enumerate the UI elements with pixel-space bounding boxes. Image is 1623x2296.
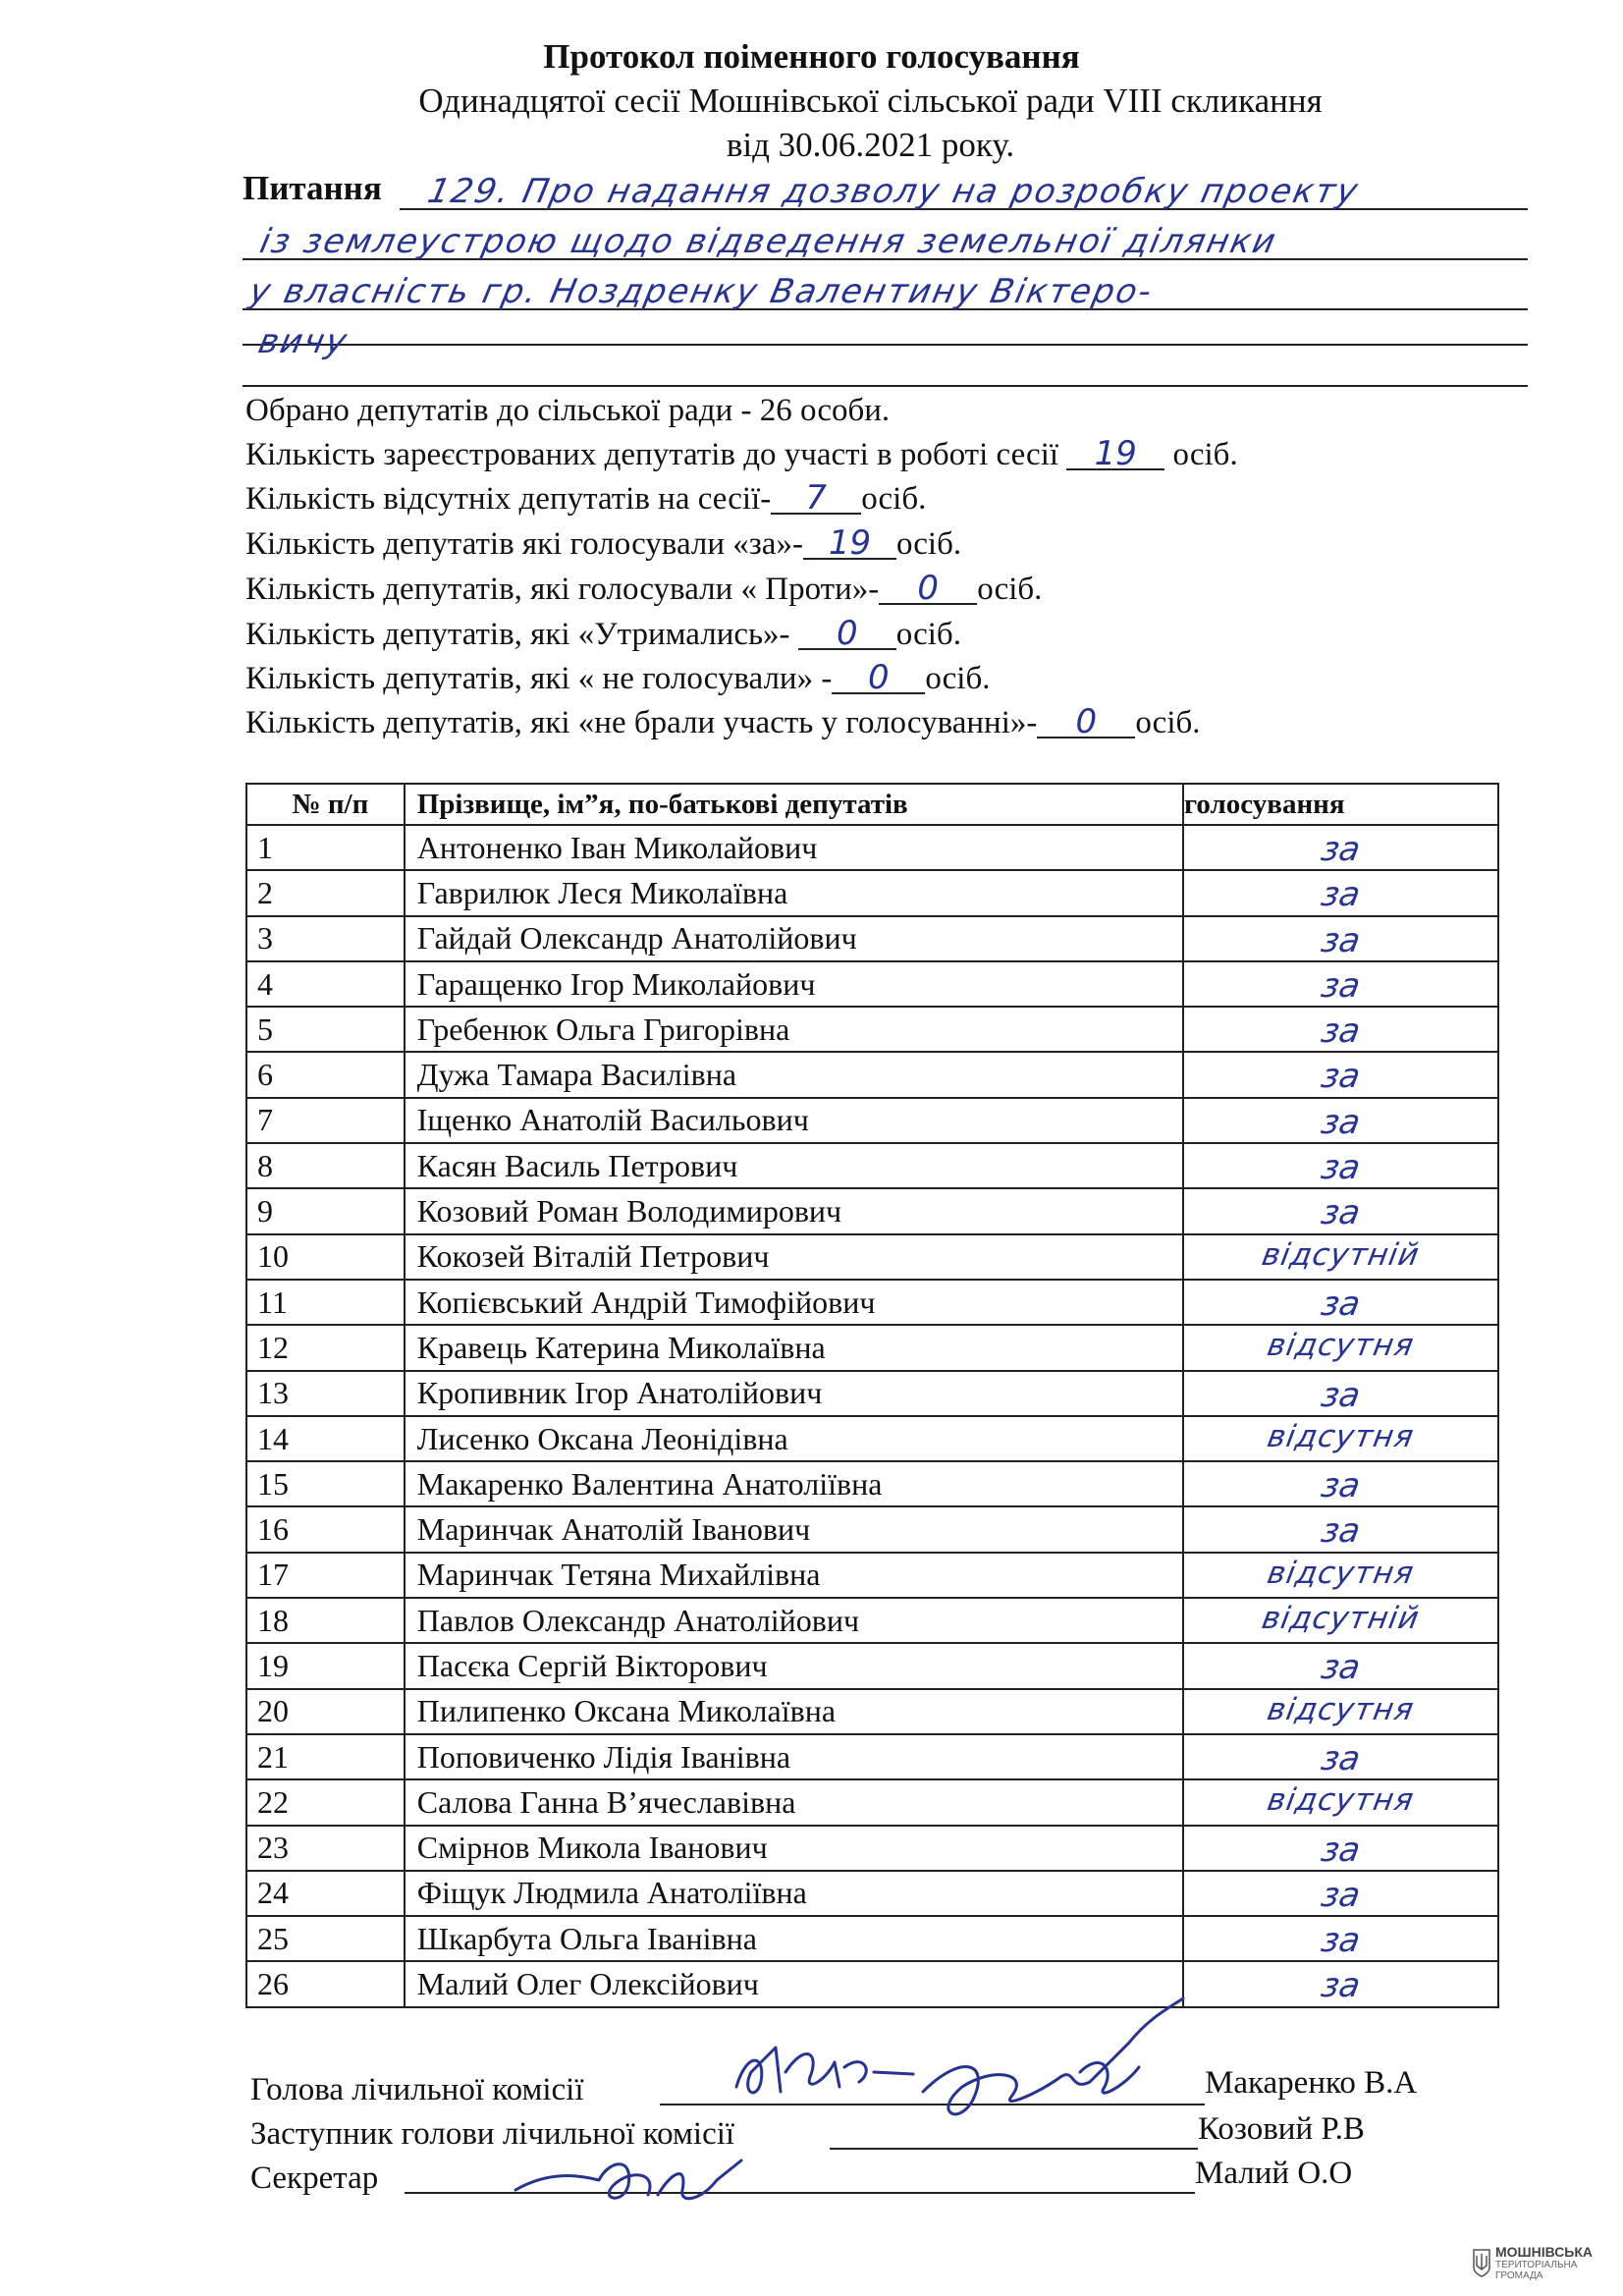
vote-value: за — [1318, 1921, 1364, 1961]
row-number: 19 — [246, 1643, 405, 1688]
deputy-role: Заступник голови лічильної комісії — [250, 2116, 735, 2152]
chair-name: Макаренко В.А — [1205, 2065, 1418, 2101]
row-number: 24 — [246, 1871, 405, 1916]
deputy-name: Смірнов Микола Іванович — [405, 1826, 1183, 1871]
table-row — [246, 1643, 1498, 1688]
vote-cell — [1183, 870, 1498, 915]
header-name: Прізвище, ім”я, по-батькові депутатів — [405, 784, 1183, 825]
vote-cell — [1183, 1052, 1498, 1097]
stat-abstained-unit: осіб. — [895, 617, 961, 652]
stat-voted-against-label: Кількість депутатів, які голосували « Проти»- — [245, 572, 880, 607]
chair-signature — [727, 2033, 923, 2111]
row-number: 26 — [246, 1961, 405, 2006]
stat-not-voted-value: 0 — [832, 663, 925, 694]
row-number: 18 — [246, 1598, 405, 1643]
deputy-name: Малий Олег Олексійович — [405, 1961, 1183, 2006]
table-row — [246, 1598, 1498, 1643]
secretary-role: Секретар — [250, 2160, 379, 2196]
stat-registered-value: 19 — [1066, 439, 1164, 470]
vote-cell — [1183, 1553, 1498, 1598]
deputy-name: Маринчак Анатолій Іванович — [405, 1506, 1183, 1552]
vote-cell — [1183, 1416, 1498, 1461]
deputy-name: Пасєка Сергій Вікторович — [405, 1643, 1183, 1688]
deputy-name: Копієвський Андрій Тимофійович — [405, 1280, 1183, 1325]
document-date: від 30.06.2021 року. — [726, 126, 1015, 164]
table-row — [246, 1007, 1498, 1052]
stat-not-voted-unit: осіб. — [925, 661, 991, 696]
stat-voted-for-value: 19 — [803, 528, 896, 560]
table-row — [246, 1188, 1498, 1233]
stat-abstained-label: Кількість депутатів, які «Утримались»- — [245, 617, 798, 652]
row-number: 23 — [246, 1826, 405, 1871]
vote-value: за — [1318, 1511, 1364, 1552]
deputy-name: Кропивник Ігор Анатолійович — [405, 1371, 1183, 1416]
row-number: 7 — [246, 1098, 405, 1143]
row-number: 11 — [246, 1280, 405, 1325]
deputy-name: Гайдай Олександр Анатолійович — [405, 916, 1183, 961]
vote-cell — [1183, 1143, 1498, 1188]
vote-cell — [1183, 1280, 1498, 1325]
vote-value: відсутній — [1259, 1601, 1423, 1637]
secretary-signature — [511, 2141, 746, 2219]
vote-cell — [1183, 1461, 1498, 1506]
vote-value: за — [1318, 1284, 1364, 1324]
row-number: 3 — [246, 916, 405, 961]
stat-registered — [245, 434, 1238, 473]
deputy-name: Салова Ганна В’ячеславівна — [405, 1779, 1183, 1825]
table-row — [246, 1553, 1498, 1598]
row-number: 5 — [246, 1007, 405, 1052]
vote-cell — [1183, 916, 1498, 961]
vote-cell — [1183, 1234, 1498, 1280]
secretary-name: Малий О.О — [1195, 2156, 1353, 2191]
vote-value: за — [1318, 920, 1364, 960]
logo-line-2: ТЕРИТОРІАЛЬНА — [1495, 2260, 1578, 2270]
vote-value: за — [1318, 1966, 1364, 2006]
vote-value: за — [1318, 1011, 1364, 1052]
stat-not-voted — [245, 658, 991, 697]
deputy-name: Лисенко Оксана Леонідівна — [405, 1416, 1183, 1461]
stat-not-participated-value: 0 — [1037, 707, 1135, 738]
table-row — [246, 1234, 1498, 1280]
deputy-signature-line — [830, 2148, 1198, 2150]
table-row — [246, 1506, 1498, 1552]
deputy-name: Гаращенко Ігор Миколайович — [405, 961, 1183, 1007]
vote-value: за — [1318, 1193, 1364, 1233]
voting-table-body — [246, 825, 1498, 2007]
row-number: 21 — [246, 1734, 405, 1779]
vote-cell — [1183, 1826, 1498, 1871]
vote-value: відсутня — [1264, 1691, 1418, 1727]
community-logo — [1472, 2244, 1609, 2288]
vote-cell — [1183, 1961, 1498, 2006]
deputy-name: Гаврилюк Леся Миколаївна — [405, 870, 1183, 915]
row-number: 1 — [246, 825, 405, 870]
stat-not-participated — [245, 702, 1201, 741]
row-number: 6 — [246, 1052, 405, 1097]
deputy-name: Гребенюк Ольга Григорівна — [405, 1007, 1183, 1052]
logo-title: МОШНІВСЬКА — [1495, 2244, 1594, 2260]
stat-abstained-value: 0 — [798, 619, 896, 650]
question-line-4: вичу — [254, 322, 352, 361]
table-row — [246, 1098, 1498, 1143]
deputy-name: Павлов Олександр Анатолійович — [405, 1598, 1183, 1643]
stat-voted-for — [245, 523, 962, 563]
deputy-name: Пилипенко Оксана Миколаївна — [405, 1689, 1183, 1734]
row-number: 9 — [246, 1188, 405, 1233]
question-line-2: із землеустрою щодо відведення земельної ділянки — [256, 222, 1281, 261]
vote-value: за — [1318, 965, 1364, 1006]
table-row — [246, 1325, 1498, 1370]
vote-value: за — [1318, 1466, 1364, 1506]
vote-value: за — [1318, 875, 1364, 915]
stat-elected: Обрано депутатів до сільської ради - 26 особи. — [245, 393, 891, 428]
table-row — [246, 1371, 1498, 1416]
vote-cell — [1183, 1188, 1498, 1233]
stat-voted-against-value: 0 — [879, 574, 977, 605]
row-number: 22 — [246, 1779, 405, 1825]
table-row — [246, 1280, 1498, 1325]
deputy-name: Кравець Катерина Миколаївна — [405, 1325, 1183, 1370]
header-vote: голосування — [1183, 784, 1498, 825]
table-row — [246, 1689, 1498, 1734]
deputy-name: Фіщук Людмила Анатоліївна — [405, 1871, 1183, 1916]
row-number: 12 — [246, 1325, 405, 1370]
row-number: 16 — [246, 1506, 405, 1552]
logo-subtitle — [1495, 2260, 1577, 2281]
table-row — [246, 1052, 1498, 1097]
document-subtitle: Одинадцятої сесії Мошнівської сільської ради VIII скликання — [418, 82, 1323, 120]
vote-cell — [1183, 1371, 1498, 1416]
vote-cell — [1183, 1734, 1498, 1779]
chair-role: Голова лічильної комісії — [250, 2072, 584, 2107]
vote-value: за — [1318, 1738, 1364, 1778]
table-row — [246, 1779, 1498, 1825]
vote-value: за — [1318, 1375, 1364, 1415]
deputy-name: Козовий Р.В — [1198, 2111, 1365, 2147]
vote-cell — [1183, 1779, 1498, 1825]
table-header-row — [246, 784, 1498, 825]
vote-value: за — [1318, 1830, 1364, 1870]
vote-value: відсутній — [1259, 1236, 1423, 1273]
row-number: 8 — [246, 1143, 405, 1188]
row-number: 13 — [246, 1371, 405, 1416]
row-number: 4 — [246, 961, 405, 1007]
stat-voted-against-unit: осіб. — [977, 572, 1043, 607]
vote-cell — [1183, 961, 1498, 1007]
deputy-name: Шкарбута Ольга Іванівна — [405, 1916, 1183, 1961]
question-line-3: у власність гр. Ноздренку Валентину Віктеро- — [245, 272, 1158, 311]
vote-cell — [1183, 1007, 1498, 1052]
logo-line-3: ГРОМАДА — [1495, 2270, 1543, 2281]
table-row — [246, 1961, 1498, 2006]
table-row — [246, 825, 1498, 870]
vote-cell — [1183, 1871, 1498, 1916]
deputy-name: Маринчак Тетяна Михайлівна — [405, 1553, 1183, 1598]
stat-absent-label: Кількість відсутніх депутатів на сесії- — [245, 481, 772, 517]
row-number: 17 — [246, 1553, 405, 1598]
stat-registered-label: Кількість зареєстрованих депутатів до участі в роботі сесії — [245, 437, 1067, 472]
vote-cell — [1183, 1598, 1498, 1643]
vote-cell — [1183, 1689, 1498, 1734]
vote-cell — [1183, 1916, 1498, 1961]
stat-not-participated-unit: осіб. — [1135, 705, 1201, 740]
deputy-name: Касян Василь Петрович — [405, 1143, 1183, 1188]
stat-voted-for-label: Кількість депутатів які голосували «за»- — [245, 526, 803, 562]
vote-cell — [1183, 1506, 1498, 1552]
vote-value: за — [1318, 1057, 1364, 1097]
question-rule-5 — [243, 385, 1528, 387]
vote-value: за — [1318, 830, 1364, 869]
table-row — [246, 916, 1498, 961]
trident-emblem-icon — [1472, 2248, 1491, 2277]
question-line-1: 129. Про надання дозволу на розробку проекту — [424, 172, 1364, 211]
header-number: № п/п — [246, 784, 405, 825]
vote-cell — [1183, 1325, 1498, 1370]
vote-value: за — [1318, 1875, 1364, 1915]
table-row — [246, 1916, 1498, 1961]
row-number: 25 — [246, 1916, 405, 1961]
row-number: 10 — [246, 1234, 405, 1280]
table-row — [246, 1826, 1498, 1871]
vote-cell — [1183, 825, 1498, 870]
deputy-name: Поповиченко Лідія Іванівна — [405, 1734, 1183, 1779]
table-row — [246, 1416, 1498, 1461]
table-row — [246, 870, 1498, 915]
vote-value: відсутня — [1264, 1418, 1418, 1454]
stat-not-participated-label: Кількість депутатів, які «не брали участь у голосуванні»- — [245, 705, 1038, 740]
table-row — [246, 1871, 1498, 1916]
vote-value: за — [1318, 1148, 1364, 1188]
stat-registered-unit: осіб. — [1164, 437, 1238, 472]
document-title: Протокол поіменного голосування — [543, 37, 1080, 76]
question-label: Питання — [243, 169, 382, 207]
voting-table — [245, 783, 1499, 2008]
vote-cell — [1183, 1643, 1498, 1688]
vote-value: відсутня — [1264, 1782, 1418, 1819]
vote-value: за — [1318, 1102, 1364, 1142]
vote-cell — [1183, 1098, 1498, 1143]
deputy-name: Кокозей Віталій Петрович — [405, 1234, 1183, 1280]
deputy-name: Дужа Тамара Василівна — [405, 1052, 1183, 1097]
row-number: 2 — [246, 870, 405, 915]
stat-absent-value: 7 — [771, 483, 861, 515]
vote-value: за — [1318, 1648, 1364, 1688]
table-row — [246, 1143, 1498, 1188]
table-row — [246, 1734, 1498, 1779]
stat-not-voted-label: Кількість депутатів, які « не голосували» - — [245, 661, 833, 696]
row-number: 15 — [246, 1461, 405, 1506]
deputy-name: Іщенко Анатолій Васильович — [405, 1098, 1183, 1143]
stat-abstained — [245, 614, 961, 653]
deputy-name: Антоненко Іван Миколайович — [405, 825, 1183, 870]
deputy-name: Макаренко Валентина Анатоліївна — [405, 1461, 1183, 1506]
stat-voted-for-unit: осіб. — [895, 526, 962, 562]
row-number: 20 — [246, 1689, 405, 1734]
vote-value: відсутня — [1264, 1328, 1418, 1364]
stat-absent — [245, 478, 927, 518]
row-number: 14 — [246, 1416, 405, 1461]
stat-absent-unit: осіб. — [861, 481, 927, 517]
table-row — [246, 961, 1498, 1007]
deputy-name: Козовий Роман Володимирович — [405, 1188, 1183, 1233]
stat-voted-against — [245, 569, 1043, 608]
vote-value: відсутня — [1264, 1555, 1418, 1591]
deputy-signature — [903, 1994, 1198, 2131]
table-row — [246, 1461, 1498, 1506]
